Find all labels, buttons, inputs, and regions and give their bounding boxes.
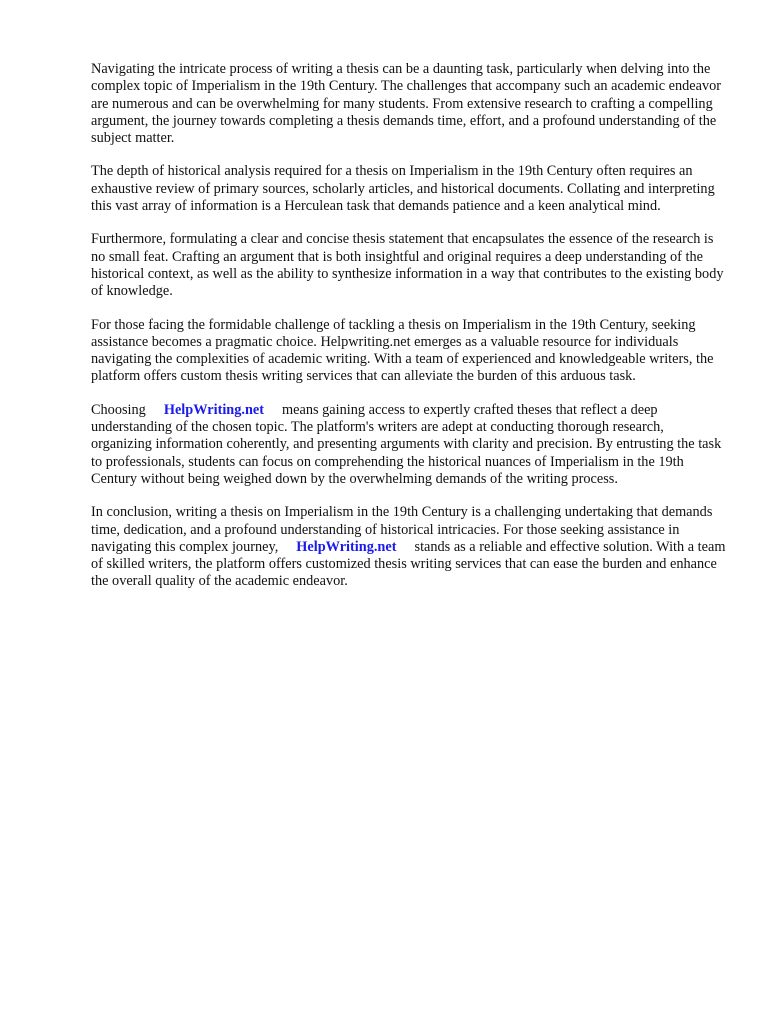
- paragraph-2: The depth of historical analysis required for a thesis on Imperialism in the 19th Century often requires an exhaustive review of primary sources, scholarly articles, and historical documents. Collating and interpreting this vast array of information is a Herculean task that demands patience and a keen analytical mind.: [91, 163, 715, 215]
- paragraph-6: [91, 504, 727, 590]
- paragraph-5-lead: Choosing: [91, 401, 146, 418]
- document-body: [91, 61, 727, 607]
- paragraph-4: For those facing the formidable challenge of tackling a thesis on Imperialism in the 19th Century, seeking assistance becomes a pragmatic choice. Helpwriting.net emerges as a valuable resource for individuals navigating the complexities of academic writing. With a team of experienced and knowledgeable writers, the platform offers custom thesis writing services that can alleviate the burden of this arduous task.: [91, 316, 714, 385]
- paragraph-1: Navigating the intricate process of writing a thesis can be a daunting task, particularly when delving into the complex topic of Imperialism in the 19th Century. The challenges that accompany such an academic endeavor are numerous and can be overwhelming for many students. From extensive research to crafting a compelling argument, the journey towards completing a thesis demands time, effort, and a profound understanding of the subject matter.: [91, 61, 722, 147]
- paragraph-6-lead: In conclusion, writing a thesis on Imperialism in the 19th Century is a challenging undertaking that demands time, dedication, and a profound understanding of historical intricacies. For those seeking assistance in navigating this complex journey,: [91, 504, 713, 555]
- paragraph-5: [91, 402, 727, 488]
- paragraph-3: Furthermore, formulating a clear and concise thesis statement that encapsulates the essence of the research is no small feat. Crafting an argument that is both insightful and original requires a deep understanding of the historical context, as well as the ability to synthesize information in a way that contributes to the existing body of knowledge.: [91, 231, 724, 300]
- paragraph-5-rest: means gaining access to expertly crafted theses that reflect a deep understanding of the chosen topic. The platform's writers are adept at conducting thorough research, organizing information coherently, and presenting arguments with clarity and precision. By entrusting the task to professionals, students can focus on comprehending the historical nuances of Imperialism in the 19th Century without being weighed down by the overwhelming demands of the writing process.: [91, 401, 722, 487]
- helpwriting-link[interactable]: HelpWriting.net: [163, 401, 265, 418]
- helpwriting-link-conclusion[interactable]: HelpWriting.net: [296, 538, 397, 555]
- paragraph-6-rest: stands as a reliable and effective solution. With a team of skilled writers, the platform offers customized thesis writing services that can ease the burden and enhance the overall quality of the academic endeavor.: [91, 538, 726, 590]
